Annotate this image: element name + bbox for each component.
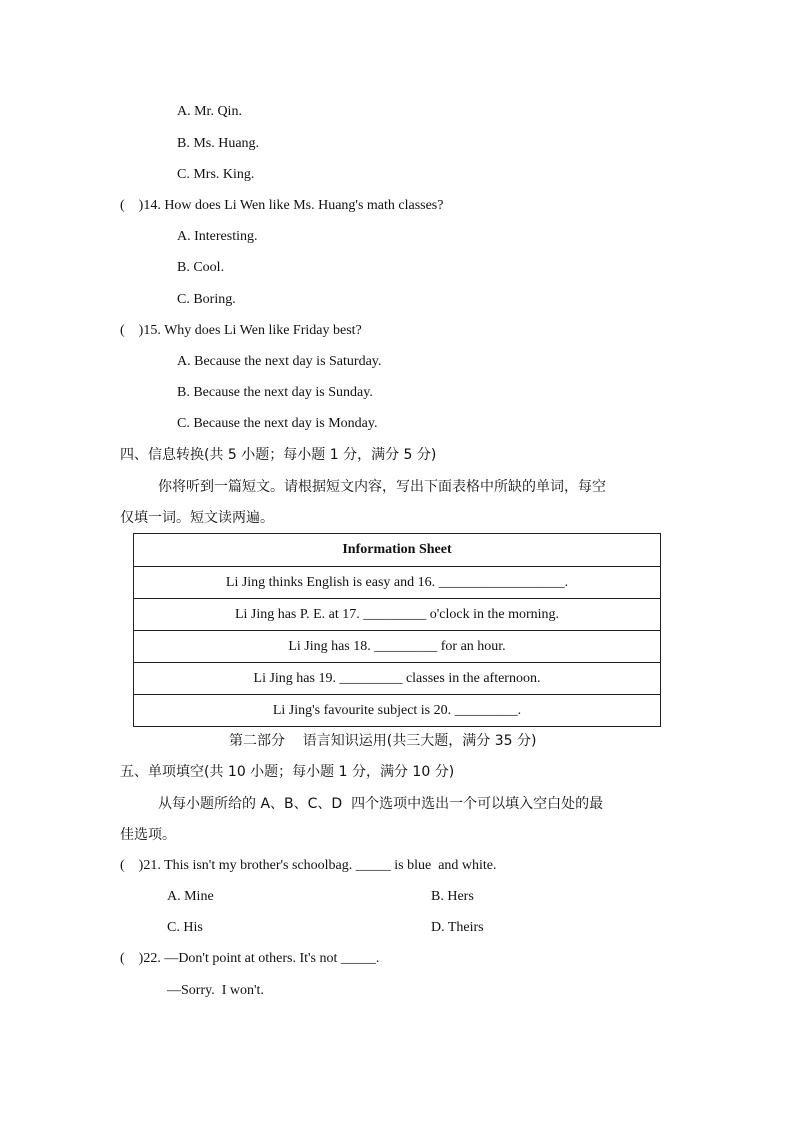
section5-instruction-line2: 佳选项。 bbox=[120, 827, 176, 843]
q15-option-b: B. Because the next day is Sunday. bbox=[177, 385, 373, 400]
q14-option-a: A. Interesting. bbox=[177, 229, 258, 244]
q14-stem: ( )14. How does Li Wen like Ms. Huang's math classes? bbox=[120, 198, 444, 213]
q15-option-a: A. Because the next day is Saturday. bbox=[177, 354, 382, 369]
section5-instruction-line1: 从每小题所给的 A、B、C、D 四个选项中选出一个可以填入空白处的最 bbox=[158, 796, 604, 812]
information-sheet-title: Information Sheet bbox=[134, 534, 661, 567]
table-row-16: Li Jing thinks English is easy and 16. __________________. bbox=[134, 567, 661, 599]
section4-instruction-line1: 你将听到一篇短文。请根据短文内容，写出下面表格中所缺的单词，每空 bbox=[158, 479, 606, 495]
q21-option-d: D. Theirs bbox=[431, 920, 484, 935]
q21-option-a: A. Mine bbox=[167, 889, 214, 904]
q21-stem: ( )21. This isn't my brother's schoolbag. _____ is blue and white. bbox=[120, 858, 497, 873]
table-row-18: Li Jing has 18. _________ for an hour. bbox=[134, 631, 661, 663]
section4-instruction-line2: 仅填一词。短文读两遍。 bbox=[120, 510, 274, 526]
q22-stem: ( )22. —Don't point at others. It's not _____. bbox=[120, 951, 380, 966]
q21-option-c: C. His bbox=[167, 920, 203, 935]
information-sheet-table bbox=[133, 533, 661, 727]
table-row-20: Li Jing's favourite subject is 20. _________. bbox=[134, 695, 661, 727]
q22-reply: —Sorry. I won't. bbox=[167, 983, 264, 998]
q13-option-b: B. Ms. Huang. bbox=[177, 136, 260, 151]
q13-option-a: A. Mr. Qin. bbox=[177, 104, 242, 119]
table-row-17: Li Jing has P. E. at 17. _________ o'clock in the morning. bbox=[134, 599, 661, 631]
table-row-19: Li Jing has 19. _________ classes in the afternoon. bbox=[134, 663, 661, 695]
part2-heading: 第二部分 语言知识运用(共三大题，满分 35 分) bbox=[229, 733, 537, 749]
q13-option-c: C. Mrs. King. bbox=[177, 167, 255, 182]
q14-option-c: C. Boring. bbox=[177, 292, 236, 307]
q14-option-b: B. Cool. bbox=[177, 260, 225, 275]
q15-option-c: C. Because the next day is Monday. bbox=[177, 416, 378, 431]
section5-heading: 五、单项填空(共 10 小题；每小题 1 分，满分 10 分) bbox=[120, 764, 455, 780]
q15-stem: ( )15. Why does Li Wen like Friday best? bbox=[120, 323, 362, 338]
section4-heading: 四、信息转换(共 5 小题；每小题 1 分，满分 5 分) bbox=[120, 447, 437, 463]
q21-option-b: B. Hers bbox=[431, 889, 474, 904]
